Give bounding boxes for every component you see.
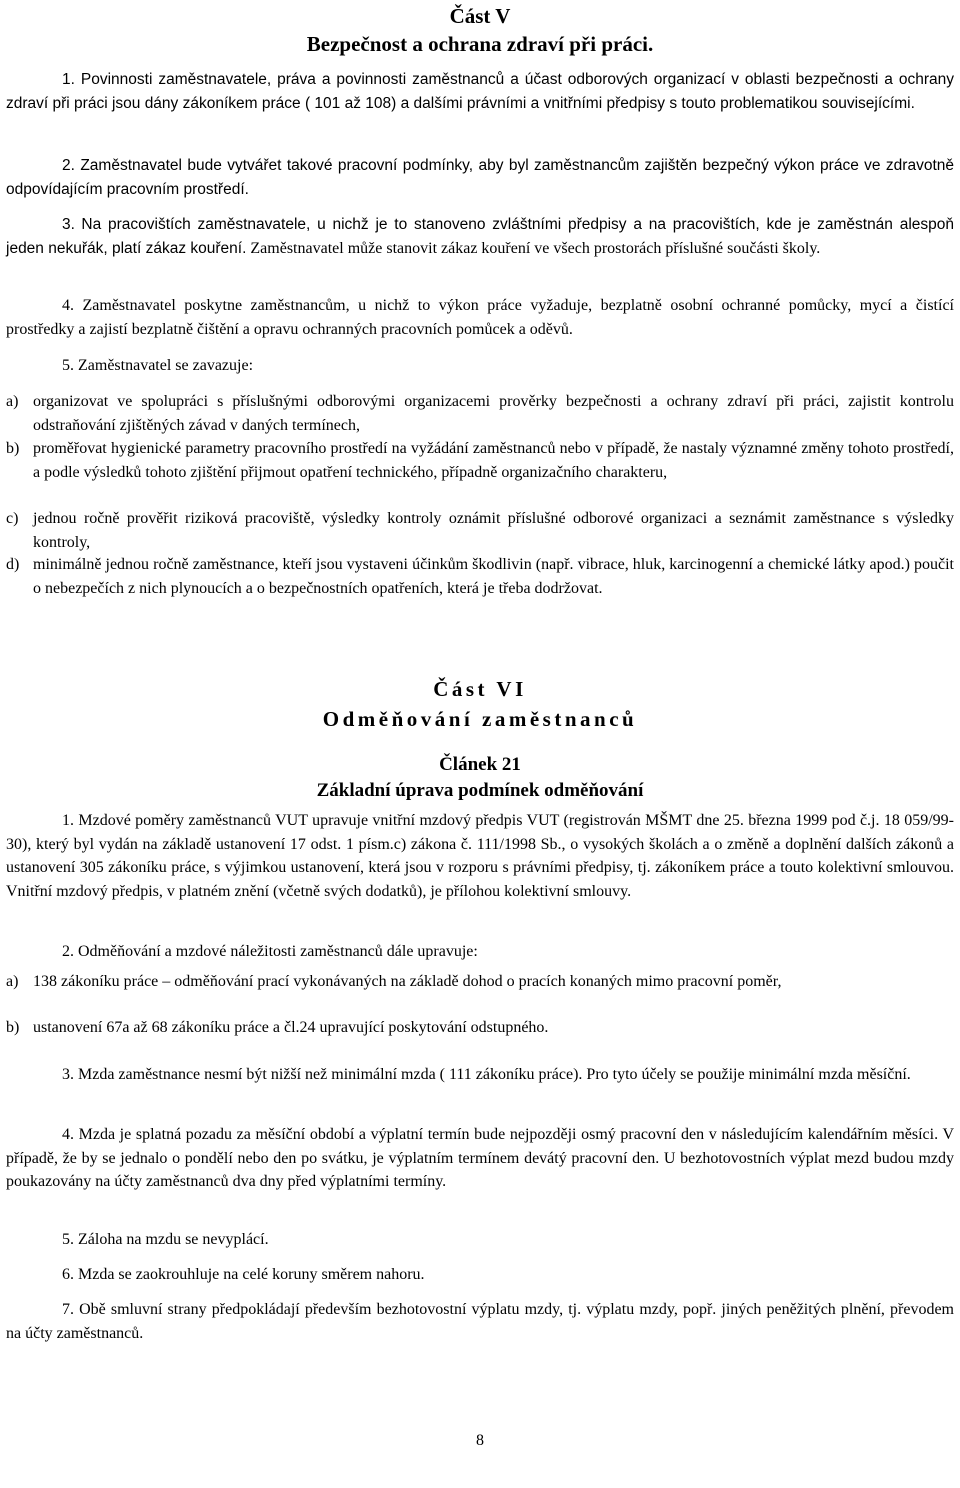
part6-title: Část VI <box>433 677 527 701</box>
list-item-text: organizovat ve spolupráci s příslušnými odborovými organizacemi prověrky bezpečnosti a ochrany zdraví při práci, zajistit kontrolu odstraňování zjištěných závad v daných termínech, <box>33 393 954 434</box>
part6-heading <box>0 674 960 734</box>
list-item-text: proměřovat hygienické parametry pracovního prostředí na vyžádání zaměstnanců nebo v případě, že nastaly významné změny tohoto prostředí, a podle výsledků tohoto zjištění přijmout opatření technického, případně organizačního charakteru, <box>33 440 954 481</box>
paragraph-text: Zaměstnavatel poskytne zaměstnancům, u nichž to výkon práce vyžaduje, bezplatně osobní ochranné pomůcky, mycí a čistící prostředky a zajistí bezplatně čištění a opravu ochranných pracovních pomůcek a oděvů. <box>6 297 954 338</box>
list-item <box>6 390 954 437</box>
part6-paragraph-4: 4. Mzda je splatná pozadu za měsíční období a výplatní termín bude nejpozději osmý pracovní den v následujícím kalendářním měsíci. V případě, že by se jednalo o pondělí nebo den po svátku, je výplatním termínem devátý pracovní den. U bezhotovostních výplat mezd budou mzdy poukazovány na účty zaměstnanců dva dny před výplatními termíny. <box>6 1126 954 1190</box>
list-item <box>6 437 954 484</box>
list-item-label: b) <box>6 440 20 457</box>
paragraph-text: Na pracovištích zaměstnavatele, u nichž je to stanoveno zvláštními předpisy a na pracovištích, kde je zaměstnán alespoň jeden nekuřák, platí zákaz kouření. <box>6 216 954 257</box>
list-item <box>6 553 954 600</box>
paragraph-number: 1. <box>62 71 75 88</box>
part6-paragraph-1: 1. Mzdové poměry zaměstnanců VUT upravuje vnitřní mzdový předpis VUT (registrován MŠMT dne 25. března 1999 pod č.j. 18 059/99-30), který byl vydán na základě ustanovení 17 odst. 1 písm.c) zákona č. 111/1998 Sb., o vysokých školách a o změně a doplnění dalších zákonů a ustanovení 305 zákoníku práce, s výjimkou ustanovení, která jsou v rozporu s právními předpisy, tj. zákoníkem práce a touto kolektivní smlouvou. Vnitřní mzdový předpis, v platném znění (včetně svých dodatků), je přílohou kolektivní smlouvy. <box>6 812 954 900</box>
part5-title: Část V <box>449 4 511 28</box>
list-item-label: c) <box>6 510 19 527</box>
paragraph-text: Zaměstnavatel bude vytvářet takové pracovní podmínky, aby byl zaměstnancům zajištěn bezpečný výkon práce ve zdravotně odpovídajícím pracovním prostředí. <box>6 157 955 198</box>
part5-paragraph-1 <box>6 68 954 115</box>
part6-paragraph-5: 5. Záloha na mzdu se nevyplácí. <box>62 1231 269 1248</box>
part5-paragraph-5 <box>6 354 954 378</box>
list-item-label: a) <box>6 393 19 410</box>
list-item <box>6 507 954 554</box>
part6-paragraph-7: 7. Obě smluvní strany předpokládají především bezhotovostní výplatu mzdy, tj. výplatu mzdy, popř. jiných peněžitých plnění, převodem na účty zaměstnanců. <box>6 1301 954 1342</box>
paragraph-number: 3. <box>62 216 75 233</box>
part5-paragraph-2 <box>6 154 954 201</box>
list-item-label: b) <box>6 1019 20 1036</box>
article-number: Článek 21 <box>439 754 521 775</box>
part6-paragraph-2: 2. Odměňování a mzdové náležitosti zaměstnanců dále upravuje: <box>62 943 478 960</box>
paragraph-number: 5. <box>62 357 74 374</box>
part6-paragraph-6: 6. Mzda se zaokrouhluje na celé koruny směrem nahoru. <box>62 1266 425 1283</box>
part5-heading <box>0 2 960 58</box>
list-item-text: jednou ročně prověřit riziková pracoviště, výsledky kontroly oznámit příslušné odborové organizaci a seznámit zaměstnance s výsledky kontroly, <box>33 510 954 551</box>
list-item <box>6 970 954 994</box>
paragraph-text: Povinnosti zaměstnavatele, práva a povinnosti zaměstnanců a účast odborových organizací v oblasti bezpečnosti a ochrany zdraví při práci jsou dány zákoníkem práce ( 101 až 108) a dalšími právními a vnitřními předpisy s touto problematikou souvisejícími. <box>6 71 954 112</box>
list-item-label: d) <box>6 556 20 573</box>
part6-paragraph-3: 3. Mzda zaměstnance nesmí být nižší než minimální mzda ( 111 zákoníku práce). Pro tyto účely se použije minimální mzda měsíční. <box>62 1066 911 1083</box>
list-item <box>6 1016 954 1040</box>
part5-paragraph-3 <box>6 213 954 260</box>
paragraph-text: Zaměstnavatel může stanovit zákaz kouření ve všech prostorách příslušné součásti školy. <box>250 239 821 257</box>
list-item-label: a) <box>6 973 19 990</box>
list-item-text: 138 zákoníku práce – odměňování prací vykonávaných na základě dohod o pracích konaných mimo pracovní poměr, <box>33 973 782 990</box>
part6-subtitle: Odměňování zaměstnanců <box>322 707 638 731</box>
article-title: Základní úprava podmínek odměňování <box>316 780 644 801</box>
list-item-text: minimálně jednou ročně zaměstnance, kteří jsou vystaveni účinkům škodlivin (např. vibrace, hluk, karcinogenní a chemické látky apod.) poučit o nebezpečích z nich plynoucích a o bezpečnostních opatřeních, která je třeba dodržovat. <box>33 556 954 597</box>
paragraph-number: 2. <box>62 157 75 174</box>
part5-paragraph-4 <box>6 294 954 341</box>
article-heading <box>0 752 960 804</box>
page-number: 8 <box>476 1432 484 1449</box>
list-item-text: ustanovení 67a až 68 zákoníku práce a čl.24 upravující poskytování odstupného. <box>33 1019 549 1036</box>
part5-subtitle: Bezpečnost a ochrana zdraví při práci. <box>306 32 654 56</box>
paragraph-text: Zaměstnavatel se zavazuje: <box>78 357 254 374</box>
paragraph-number: 4. <box>62 297 74 314</box>
